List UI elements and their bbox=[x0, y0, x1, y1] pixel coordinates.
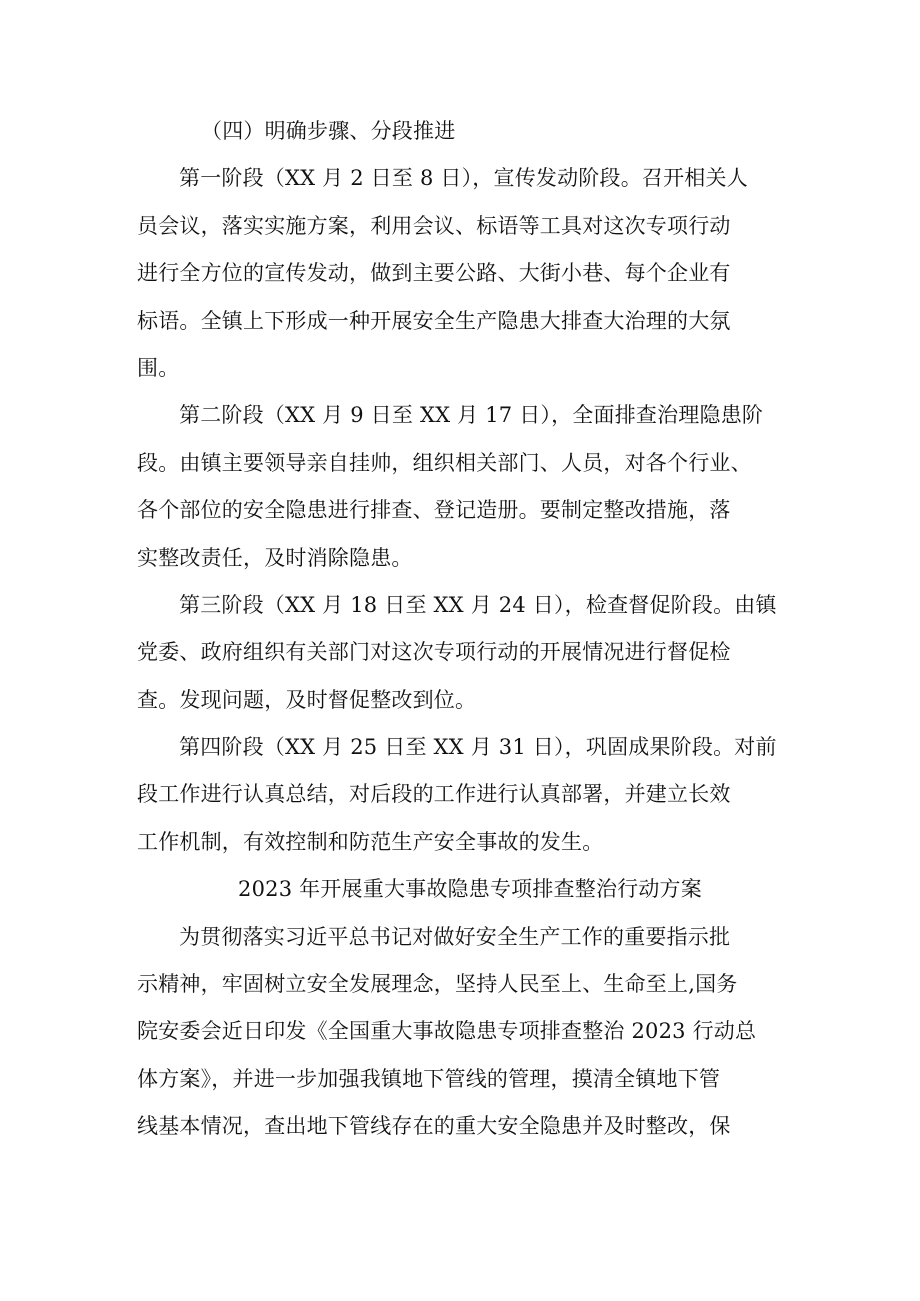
paragraph-line: 实整改责任，及时消除隐患。 bbox=[137, 545, 413, 570]
stage-4-paragraph bbox=[137, 724, 803, 866]
section-heading: （四）明确步骤、分段推进 bbox=[201, 119, 456, 143]
paragraph-line: 示精神，牢固树立安全发展理念，坚持人民至上、生命至上,国务 bbox=[137, 972, 738, 997]
paragraph-line: 线基本情况，查出地下管线存在的重大安全隐患并及时整改，保 bbox=[137, 1114, 731, 1139]
paragraph-line: 院安委会近日印发《全国重大事故隐患专项排查整治 2023 行动总 bbox=[137, 1019, 757, 1044]
stage-1-paragraph bbox=[137, 155, 803, 392]
paragraph-line: 党委、政府组织有关部门对这次专项行动的开展情况进行督促检 bbox=[137, 640, 731, 665]
paragraph-line: 段。由镇主要领导亲自挂帅，组织相关部门、人员，对各个行业、 bbox=[137, 450, 752, 475]
stage-3-paragraph bbox=[137, 582, 803, 724]
paragraph-line: 查。发现问题，及时督促整改到位。 bbox=[137, 687, 477, 712]
paragraph-line: 第二阶段（XX 月 9 日至 XX 月 17 日），全面排查治理隐患阶 bbox=[179, 403, 764, 428]
paragraph-line: 第四阶段（XX 月 25 日至 XX 月 31 日），巩固成果阶段。对前 bbox=[179, 735, 777, 760]
paragraph-line: 体方案》，并进一步加强我镇地下管线的管理，摸清全镇地下管 bbox=[137, 1066, 721, 1091]
paragraph-line: 员会议，落实实施方案，利用会议、标语等工具对这次专项行动 bbox=[137, 213, 731, 238]
intro-paragraph bbox=[137, 914, 803, 1151]
document-body bbox=[137, 108, 803, 1151]
stage-2-paragraph bbox=[137, 392, 803, 582]
paragraph-line: 第三阶段（XX 月 18 日至 XX 月 24 日），检查督促阶段。由镇 bbox=[179, 592, 777, 617]
paragraph-line: 标语。全镇上下形成一种开展安全生产隐患大排查大治理的大氛 bbox=[137, 308, 731, 333]
paragraph-line: 各个部位的安全隐患进行排查、登记造册。要制定整改措施，落 bbox=[137, 498, 731, 523]
paragraph-line: 段工作进行认真总结，对后段的工作进行认真部署，并建立长效 bbox=[137, 782, 731, 807]
paragraph-line: 第一阶段（XX 月 2 日至 8 日），宣传发动阶段。召开相关人 bbox=[179, 166, 748, 191]
paragraph-line: 进行全方位的宣传发动，做到主要公路、大街小巷、每个企业有 bbox=[137, 261, 731, 286]
paragraph-line: 工作机制，有效控制和防范生产安全事故的发生。 bbox=[137, 829, 604, 854]
plan-title: 2023 年开展重大事故隐患专项排查整治行动方案 bbox=[238, 877, 702, 902]
paragraph-line: 为贯彻落实习近平总书记对做好安全生产工作的重要指示批 bbox=[179, 924, 731, 949]
paragraph-line: 围。 bbox=[137, 355, 180, 380]
